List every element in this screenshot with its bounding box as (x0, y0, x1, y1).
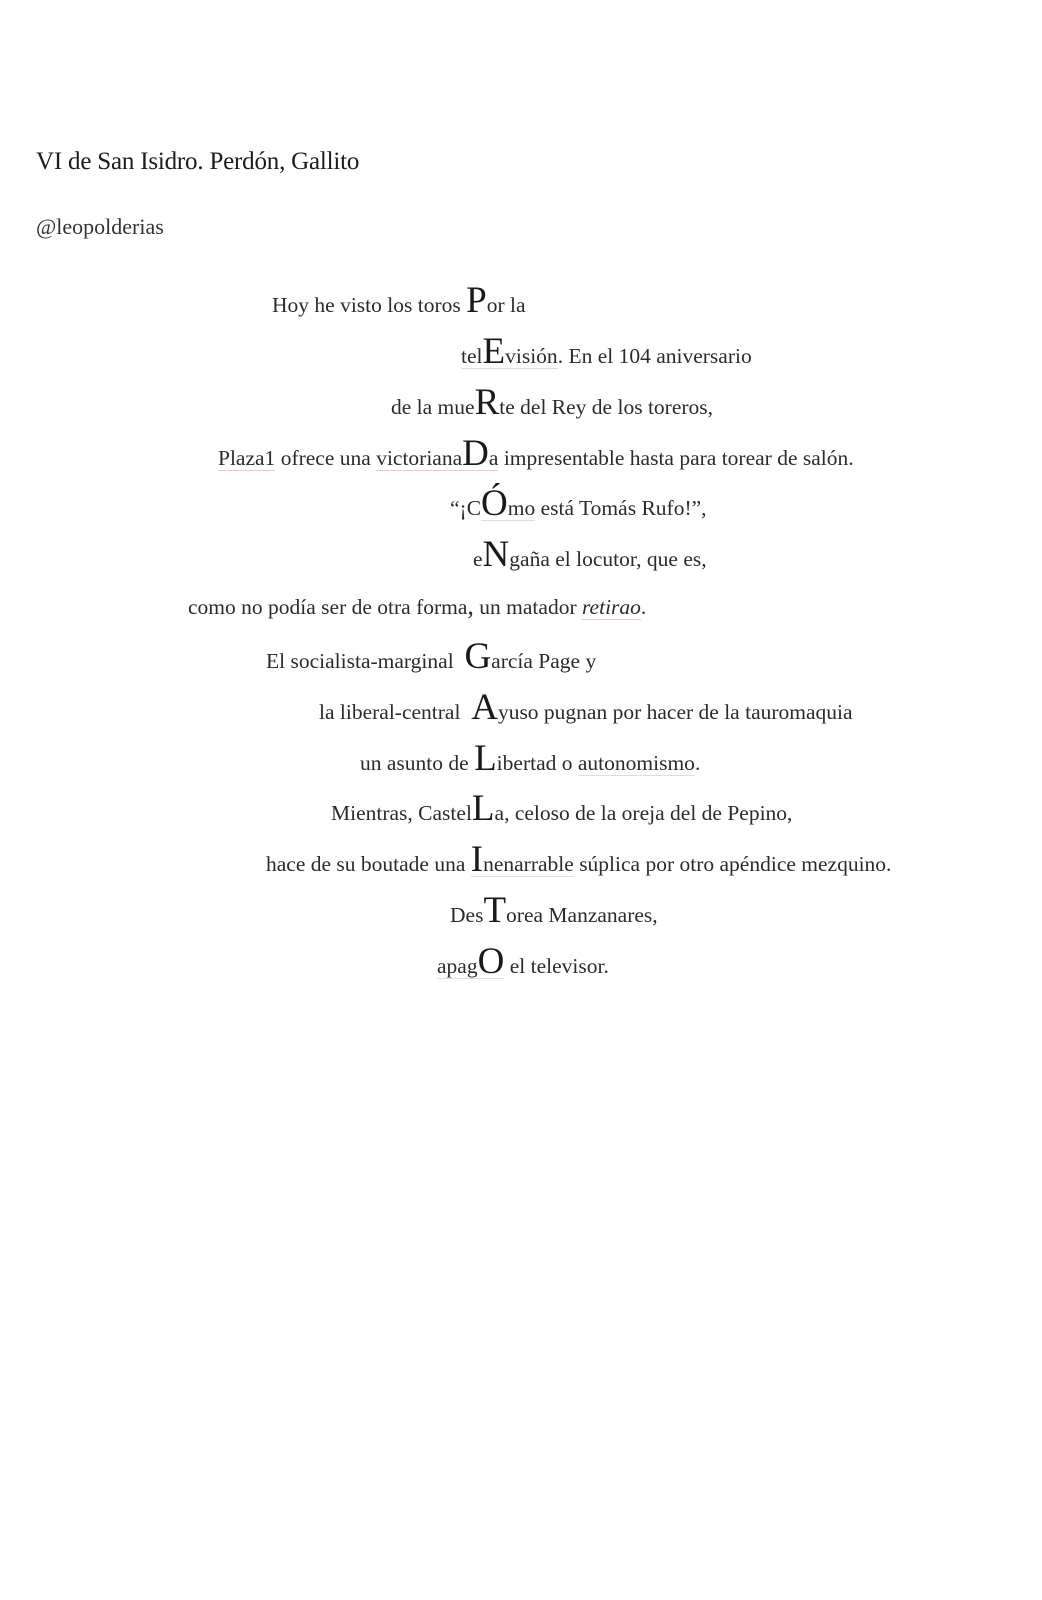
poem-line-3 (391, 382, 714, 423)
poem-text: victoriana (376, 446, 463, 470)
poem-line-6 (473, 534, 707, 575)
poem-text: está Tomás Rufo!”, (535, 496, 707, 520)
document-title: VI de San Isidro. Perdón, Gallito (36, 148, 360, 175)
poem-text: un matador (473, 595, 582, 619)
poem-text: ibertad o (496, 751, 578, 775)
poem-line-4 (218, 433, 854, 474)
spellcheck-underlined-word: Plaza1 (218, 446, 276, 470)
poem-line-11 (331, 788, 793, 829)
poem-text: de la mue (391, 395, 475, 419)
author-handle: @leopolderias (36, 214, 164, 239)
poem-line-2 (461, 331, 752, 372)
poem-text: “¡C (450, 496, 482, 520)
acrostic-capital: I (470, 839, 484, 880)
poem-text: . (640, 595, 647, 619)
spellcheck-underlined-word (437, 941, 505, 982)
acrostic-capital: D (462, 433, 489, 474)
poem-line-8 (266, 636, 597, 677)
acrostic-capital: Ó (481, 483, 508, 524)
acrostic-capital: N (482, 534, 510, 575)
poem-text: visión (505, 344, 558, 368)
poem-text: Hoy he visto los toros (272, 293, 467, 317)
poem-text: la liberal-central (319, 700, 472, 724)
poem-text: El socialista-marginal (266, 649, 465, 673)
poem-text: apag (437, 954, 478, 978)
poem-line-5 (450, 483, 707, 524)
poem-text: . En el 104 aniversario (557, 344, 752, 368)
acrostic-capital: L (471, 788, 495, 829)
poem-text: or la (486, 293, 526, 317)
poem-text: e (473, 547, 483, 571)
spellcheck-underlined-word: autonomismo (577, 751, 695, 775)
acrostic-capital: O (477, 941, 505, 982)
poem-line-10 (360, 738, 701, 779)
poem-text: te del Rey de los toreros, (499, 395, 714, 419)
acrostic-capital: L (474, 738, 497, 779)
spellcheck-underlined-word (376, 433, 499, 474)
spellcheck-underlined-word: retirao (581, 595, 641, 619)
poem-text: nenarrable (483, 852, 574, 876)
poem-text: . (694, 751, 701, 775)
poem-text: como no podía ser de otra forma (188, 595, 468, 619)
poem-text: mo (507, 496, 536, 520)
acrostic-capital: R (474, 382, 500, 423)
acrostic-capital: A (471, 687, 498, 728)
poem-line-7 (188, 591, 646, 622)
acrostic-capital: T (483, 890, 507, 931)
poem-text: a (488, 446, 499, 470)
acrostic-capital: P (466, 280, 487, 321)
poem-text: un asunto de (360, 751, 475, 775)
acrostic-capital: G (464, 636, 492, 677)
poem-text: yuso pugnan por hacer de la tauromaquia (497, 700, 853, 724)
poem-text: hace de su boutade una (266, 852, 471, 876)
acrostic-capital: E (482, 331, 506, 372)
spellcheck-underlined-word (461, 331, 558, 372)
poem-text: arcía Page y (491, 649, 597, 673)
poem-text: impresentable hasta para torear de salón. (498, 446, 854, 470)
poem-text: gaña el locutor, que es, (509, 547, 707, 571)
poem-line-13 (450, 890, 658, 931)
poem-text: orea Manzanares, (506, 903, 658, 927)
poem-text: tel (461, 344, 483, 368)
poem-text: Mientras, Castel (331, 801, 472, 825)
acrostic-capital: , (467, 591, 474, 620)
spellcheck-underlined-word (481, 483, 536, 524)
poem-line-14 (437, 941, 609, 982)
poem-line-1 (272, 280, 526, 321)
poem-text: el televisor. (504, 954, 609, 978)
poem-line-9 (319, 687, 853, 728)
poem-text: súplica por otro apéndice mezquino. (573, 852, 892, 876)
poem-line-12 (266, 839, 892, 880)
poem-text: Des (450, 903, 484, 927)
poem-text: ofrece una (275, 446, 377, 470)
spellcheck-underlined-word (470, 839, 574, 880)
poem-text: a, celoso de la oreja del de Pepino, (494, 801, 793, 825)
